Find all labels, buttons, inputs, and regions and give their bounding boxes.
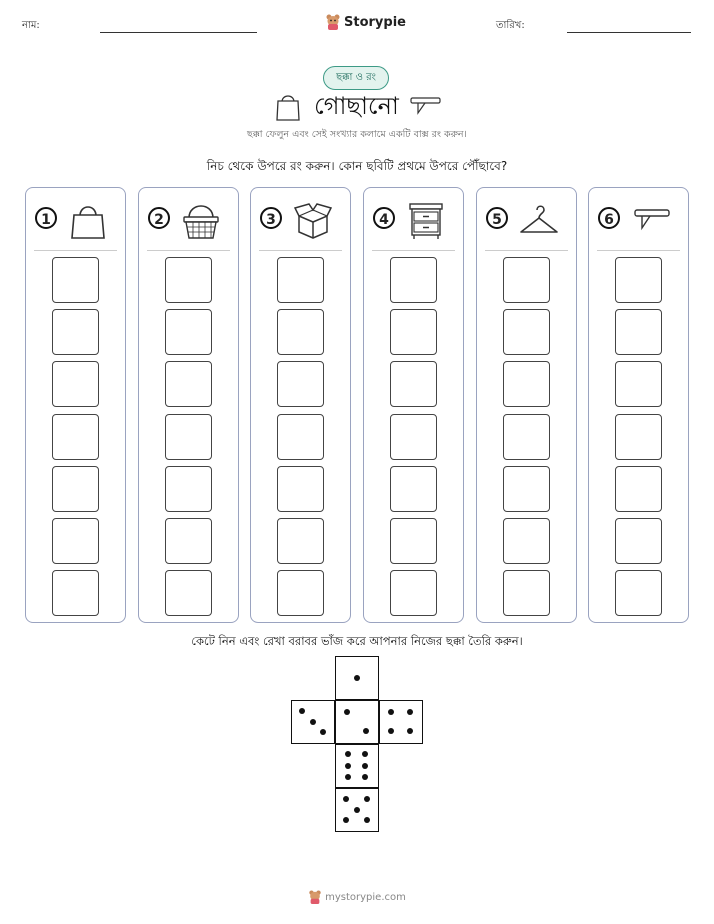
color-box[interactable] — [52, 570, 99, 616]
color-box[interactable] — [165, 466, 212, 512]
dice-face — [335, 656, 379, 700]
dice-pip — [344, 709, 350, 715]
dice-pip — [345, 774, 351, 780]
color-box[interactable] — [615, 414, 662, 460]
color-box[interactable] — [390, 518, 437, 564]
dice-pip — [363, 728, 369, 734]
column-divider — [372, 250, 455, 251]
column-number: 1 — [35, 207, 57, 229]
column-divider — [485, 250, 568, 251]
name-label: নাম: — [22, 20, 40, 31]
column-number: 6 — [598, 207, 620, 229]
dice-pip — [320, 729, 326, 735]
dice-pip — [345, 751, 351, 757]
color-box[interactable] — [390, 466, 437, 512]
color-box[interactable] — [390, 257, 437, 303]
column-3 — [250, 187, 351, 623]
dice-pip — [407, 728, 413, 734]
column-6 — [588, 187, 689, 623]
color-box[interactable] — [277, 570, 324, 616]
dice-pip — [343, 817, 349, 823]
color-box[interactable] — [503, 518, 550, 564]
open-box-icon — [291, 198, 335, 242]
dice-pip — [354, 807, 360, 813]
dice-pip — [388, 709, 394, 715]
shopping-bag-icon — [66, 198, 110, 242]
column-divider — [597, 250, 680, 251]
color-box[interactable] — [165, 361, 212, 407]
color-box[interactable] — [615, 466, 662, 512]
date-line[interactable] — [567, 32, 691, 33]
dice-face — [335, 700, 379, 744]
color-box[interactable] — [165, 309, 212, 355]
dice-pip — [343, 796, 349, 802]
color-box[interactable] — [277, 414, 324, 460]
color-box[interactable] — [503, 414, 550, 460]
color-box[interactable] — [52, 518, 99, 564]
shopping-bag-icon — [275, 92, 301, 122]
column-1 — [25, 187, 126, 623]
bear-icon — [308, 890, 322, 904]
drawer-cabinet-icon — [404, 198, 448, 242]
column-number: 3 — [260, 207, 282, 229]
brand-name: Storypie — [344, 14, 406, 30]
dice-face — [335, 744, 379, 788]
color-box[interactable] — [277, 309, 324, 355]
column-4 — [363, 187, 464, 623]
game-badge: ছক্কা ও রং — [323, 66, 389, 90]
dice-pip — [310, 719, 316, 725]
column-divider — [147, 250, 230, 251]
instruction: নিচ থেকে উপরে রং করুন। কোন ছবিটি প্রথমে উপরে পৌঁছাবে? — [206, 159, 508, 173]
color-box[interactable] — [52, 414, 99, 460]
color-box[interactable] — [165, 257, 212, 303]
color-box[interactable] — [277, 361, 324, 407]
dice-pip — [407, 709, 413, 715]
color-box[interactable] — [52, 309, 99, 355]
color-box[interactable] — [615, 518, 662, 564]
brand-logo — [326, 14, 406, 30]
bear-icon — [326, 14, 340, 30]
dice-pip — [362, 774, 368, 780]
wall-shelf-icon — [629, 198, 673, 242]
column-number: 2 — [148, 207, 170, 229]
color-box[interactable] — [390, 309, 437, 355]
cut-instruction: কেটে নিন এবং রেখা বরাবর ভাঁজ করে আপনার নিজের ছক্কা তৈরি করুন। — [191, 634, 523, 648]
dice-face — [291, 700, 335, 744]
color-box[interactable] — [52, 361, 99, 407]
column-number: 5 — [486, 207, 508, 229]
column-2 — [138, 187, 239, 623]
color-box[interactable] — [503, 466, 550, 512]
dice-pip — [362, 763, 368, 769]
color-box[interactable] — [390, 361, 437, 407]
dice-pip — [364, 817, 370, 823]
color-box[interactable] — [615, 257, 662, 303]
column-divider — [34, 250, 117, 251]
color-box[interactable] — [503, 309, 550, 355]
column-5 — [476, 187, 577, 623]
color-box[interactable] — [165, 518, 212, 564]
color-box[interactable] — [165, 414, 212, 460]
color-box[interactable] — [503, 361, 550, 407]
column-number: 4 — [373, 207, 395, 229]
color-box[interactable] — [390, 570, 437, 616]
dice-pip — [388, 728, 394, 734]
color-box[interactable] — [165, 570, 212, 616]
dice-pip — [362, 751, 368, 757]
dice-pip — [345, 763, 351, 769]
footer-url: mystorypie.com — [325, 892, 406, 903]
dice-face — [379, 700, 423, 744]
color-box[interactable] — [277, 257, 324, 303]
color-box[interactable] — [52, 257, 99, 303]
dice-pip — [354, 675, 360, 681]
color-box[interactable] — [503, 570, 550, 616]
dice-face — [335, 788, 379, 832]
color-box[interactable] — [615, 570, 662, 616]
name-line[interactable] — [100, 32, 257, 33]
page-title: গোছানো — [314, 92, 399, 120]
color-box[interactable] — [390, 414, 437, 460]
dice-pip — [299, 708, 305, 714]
basket-icon — [179, 198, 223, 242]
date-label: তারিখ: — [496, 20, 525, 31]
subtitle: ছক্কা ফেলুন এবং সেই সংখ্যার কলামে একটি বাক্স রং করুন। — [247, 129, 467, 140]
dice-pip — [364, 796, 370, 802]
color-box[interactable] — [503, 257, 550, 303]
color-box[interactable] — [277, 466, 324, 512]
footer — [0, 890, 714, 904]
color-box[interactable] — [277, 518, 324, 564]
color-box[interactable] — [52, 466, 99, 512]
wall-shelf-icon — [410, 96, 442, 116]
hanger-icon — [517, 198, 561, 242]
color-box[interactable] — [615, 361, 662, 407]
color-box[interactable] — [615, 309, 662, 355]
column-divider — [259, 250, 342, 251]
